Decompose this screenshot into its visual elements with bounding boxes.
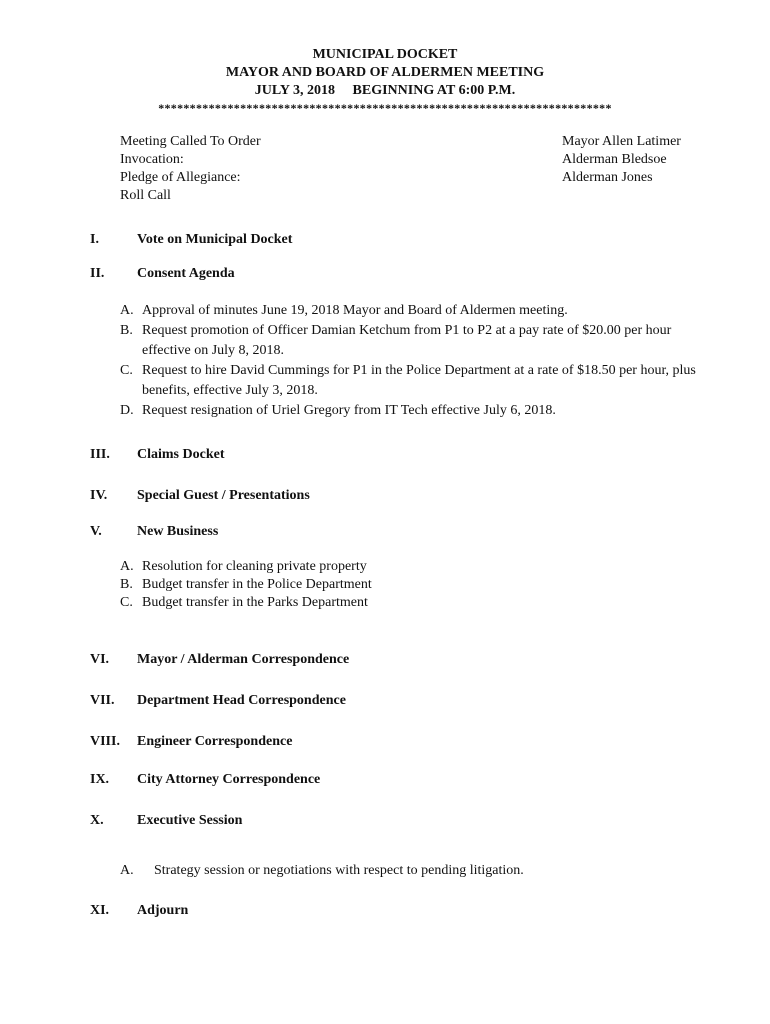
item-marker: B.: [120, 323, 133, 338]
list-item: [120, 558, 720, 576]
item-marker: A.: [120, 559, 134, 574]
section-number: III.: [90, 447, 110, 462]
item-text: Request promotion of Officer Damian Ketchum from P1 to P2 at a pay rate of $20.00 per hour effective on July 8, 2018.: [142, 323, 672, 358]
section-number: V.: [90, 524, 102, 539]
docket-title: MUNICIPAL DOCKET: [312, 47, 458, 62]
section-title: New Business: [137, 524, 219, 539]
consent-items: [120, 301, 720, 421]
section-number: XI.: [90, 903, 110, 918]
opening-row: [120, 169, 700, 187]
section-title: Adjourn: [137, 903, 189, 918]
opening-officiant: Alderman Jones: [562, 170, 653, 185]
section-number: VI.: [90, 652, 110, 667]
item-text: Request to hire David Cummings for P1 in the Police Department at a rate of $18.50 per hour, plus benefits, effective July 3, 2018.: [142, 363, 696, 398]
section-title: Vote on Municipal Docket: [137, 232, 293, 247]
item-marker: D.: [120, 403, 134, 418]
separator-stars: ************************************************************************: [158, 101, 612, 115]
section-title: Mayor / Alderman Correspondence: [137, 652, 350, 667]
opening-row: [120, 187, 700, 205]
opening-item: Pledge of Allegiance:: [120, 170, 241, 185]
item-marker: B.: [120, 577, 133, 592]
new-business-items: [120, 558, 720, 612]
opening-item: Meeting Called To Order: [120, 134, 261, 149]
opening-officiant: Mayor Allen Latimer: [562, 134, 681, 149]
section-title: Special Guest / Presentations: [137, 488, 310, 503]
list-item: [120, 401, 720, 421]
meeting-date-time: JULY 3, 2018 BEGINNING AT 6:00 P.M.: [254, 83, 516, 98]
meeting-title: MAYOR AND BOARD OF ALDERMEN MEETING: [225, 65, 545, 80]
list-item: [120, 321, 720, 361]
docket-header: [0, 46, 770, 116]
section-number: IX.: [90, 772, 110, 787]
section-title: Claims Docket: [137, 447, 225, 462]
list-item: [120, 576, 720, 594]
section-number: II.: [90, 266, 105, 281]
executive-items: [120, 862, 524, 880]
opening-row: [120, 151, 700, 169]
list-item: [120, 361, 720, 401]
section-number: I.: [90, 232, 99, 247]
item-text: Request resignation of Uriel Gregory from IT Tech effective July 6, 2018.: [142, 403, 556, 418]
opening-item: Roll Call: [120, 188, 171, 203]
item-marker: C.: [120, 363, 133, 378]
item-text: Resolution for cleaning private property: [142, 559, 367, 574]
item-text: Budget transfer in the Police Department: [142, 577, 372, 592]
section-title: City Attorney Correspondence: [137, 772, 321, 787]
opening-block: [120, 133, 700, 205]
opening-officiant: Alderman Bledsoe: [562, 152, 667, 167]
item-marker: C.: [120, 595, 133, 610]
section-title: Engineer Correspondence: [137, 734, 293, 749]
item-text: Budget transfer in the Parks Department: [142, 595, 368, 610]
opening-row: [120, 133, 700, 151]
item-marker: A.: [120, 863, 134, 878]
section-title: Executive Session: [137, 813, 243, 828]
opening-item: Invocation:: [120, 152, 184, 167]
section-title: Department Head Correspondence: [137, 693, 346, 708]
section-number: IV.: [90, 488, 108, 503]
item-text: Strategy session or negotiations with respect to pending litigation.: [154, 863, 524, 878]
section-title: Consent Agenda: [137, 266, 235, 281]
section-number: VII.: [90, 693, 115, 708]
list-item: [120, 594, 720, 612]
item-marker: A.: [120, 303, 134, 318]
section-number: X.: [90, 813, 104, 828]
section-number: VIII.: [90, 734, 120, 749]
item-text: Approval of minutes June 19, 2018 Mayor and Board of Aldermen meeting.: [142, 303, 568, 318]
list-item: [120, 301, 720, 321]
